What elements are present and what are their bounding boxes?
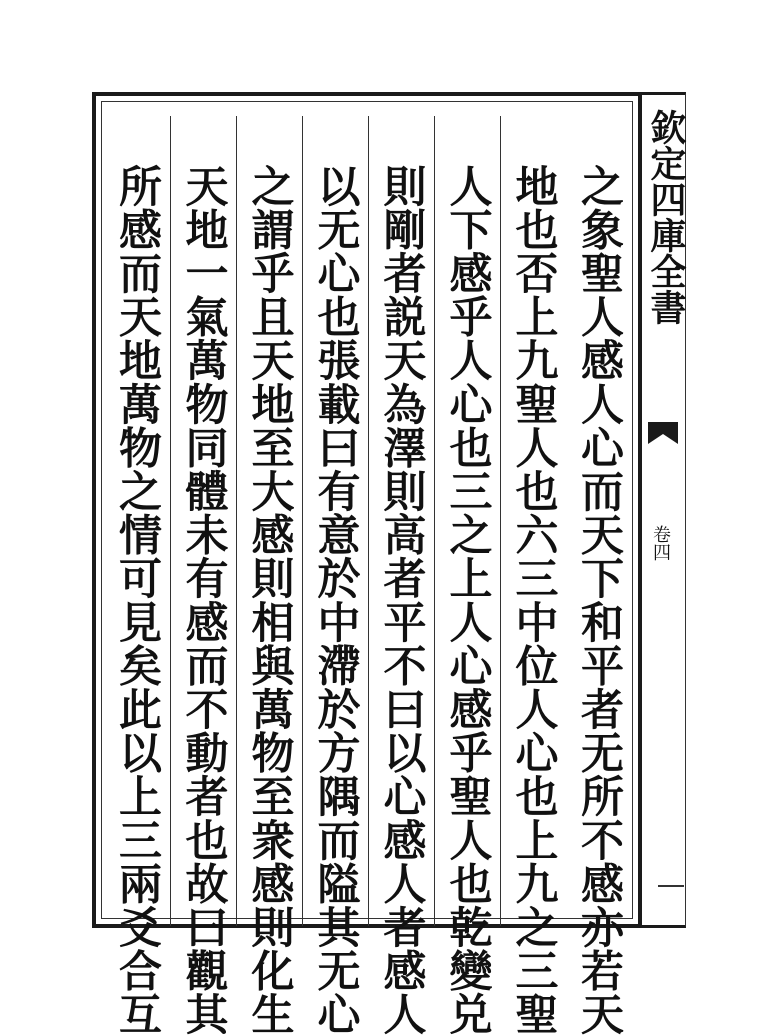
page-frame	[92, 92, 642, 1036]
text-block	[101, 101, 633, 1036]
column-text: 天地一氣萬物同體未有感而不動者也故曰觀其	[178, 164, 229, 1036]
column-text: 之象聖人感人心而天下和平者无所不感亦若天	[574, 164, 624, 1036]
fishtail-mark-icon	[646, 420, 680, 446]
column-text: 人下感乎人心也三之上人心感乎聖人也乾變兑	[442, 164, 493, 1036]
text-column	[104, 116, 170, 1036]
column-text: 地也否上九聖人也六三中位人心也上九之三聖	[508, 164, 559, 1036]
text-column	[566, 116, 632, 1036]
margin-rule	[658, 885, 684, 887]
column-text: 以无心也張載曰有意於中滯於方隅而隘其无心	[310, 164, 361, 1036]
column-text: 所感而天地萬物之情可見矣此以上三兩爻合互	[112, 164, 162, 1036]
page-margin-column	[642, 92, 686, 928]
text-column	[236, 116, 302, 1036]
text-column	[170, 116, 236, 1036]
text-column	[368, 116, 434, 1036]
column-text: 之謂乎且天地至大感則相與萬物至衆感則化生	[244, 164, 295, 1036]
book-title: 欽定四庫全書	[645, 109, 687, 325]
volume-label: 卷四	[650, 525, 671, 561]
text-column	[302, 116, 368, 1036]
text-column	[434, 116, 500, 1036]
column-text: 則剛者説天為澤則高者平不曰以心感人者感人	[376, 164, 427, 1036]
text-column	[500, 116, 566, 1036]
